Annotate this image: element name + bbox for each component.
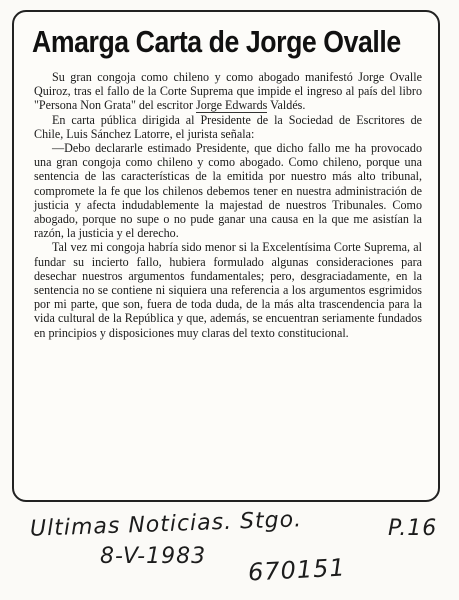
newspaper-clipping <box>12 10 440 502</box>
handwritten-id-number: 670151 <box>247 553 347 587</box>
underlined-name: Jorge Edwards <box>196 98 268 113</box>
handwritten-page: P.16 <box>388 516 438 541</box>
paragraph-1 <box>34 70 422 113</box>
handwritten-date: 8-V-1983 <box>100 544 207 569</box>
paragraph-1-text-a: Su gran congoja como chileno y como abogado manifestó Jorge Ovalle Quiroz, tras el fallo de la Corte Suprema que impide el ingreso al país del libro "Persona Non Grata" del escritor <box>34 70 422 113</box>
headline: Amarga Carta de Jorge Ovalle <box>32 24 401 59</box>
article-body <box>34 70 422 340</box>
paragraph-3: —Debo declararle estimado Presidente, que dicho fallo me ha provocado una gran congoja como chileno y como abogado. Como chileno, porque una sentencia de las características de la emitida por nuestro más alto tribunal, compromete la fe que los chilenos debemos tener en nuestra administración de justicia y afecta indudablemente la majestad de nuestros Tribunales. Como abogado, porque no supe o no pude ganar una causa en la que me asistían la razón, la justicia y el derecho. <box>34 141 422 241</box>
paragraph-1-text-b: Valdés. <box>267 98 306 113</box>
paragraph-4: Tal vez mi congoja habría sido menor si la Excelentísima Corte Suprema, al fundar su incierto fallo, hubiera formulado algunas consideraciones para desechar nuestros argumentos fundamentales; pero, desgraciadamente, en la sentencia no se contiene ni siquiera una referencia a los argumentos esgrimidos por mi parte, que son, fuera de toda duda, de la más alta trascendencia para la vida cultural de la República y que, además, se encuentran seriamente fundados en principios y disposiciones muy claras del texto constitucional. <box>34 240 422 340</box>
paragraph-2: En carta pública dirigida al Presidente de la Sociedad de Escritores de Chile, Luis Sánchez Latorre, el jurista señala: <box>34 112 422 141</box>
handwritten-source: Ultimas Noticias. Stgo. <box>29 507 303 542</box>
